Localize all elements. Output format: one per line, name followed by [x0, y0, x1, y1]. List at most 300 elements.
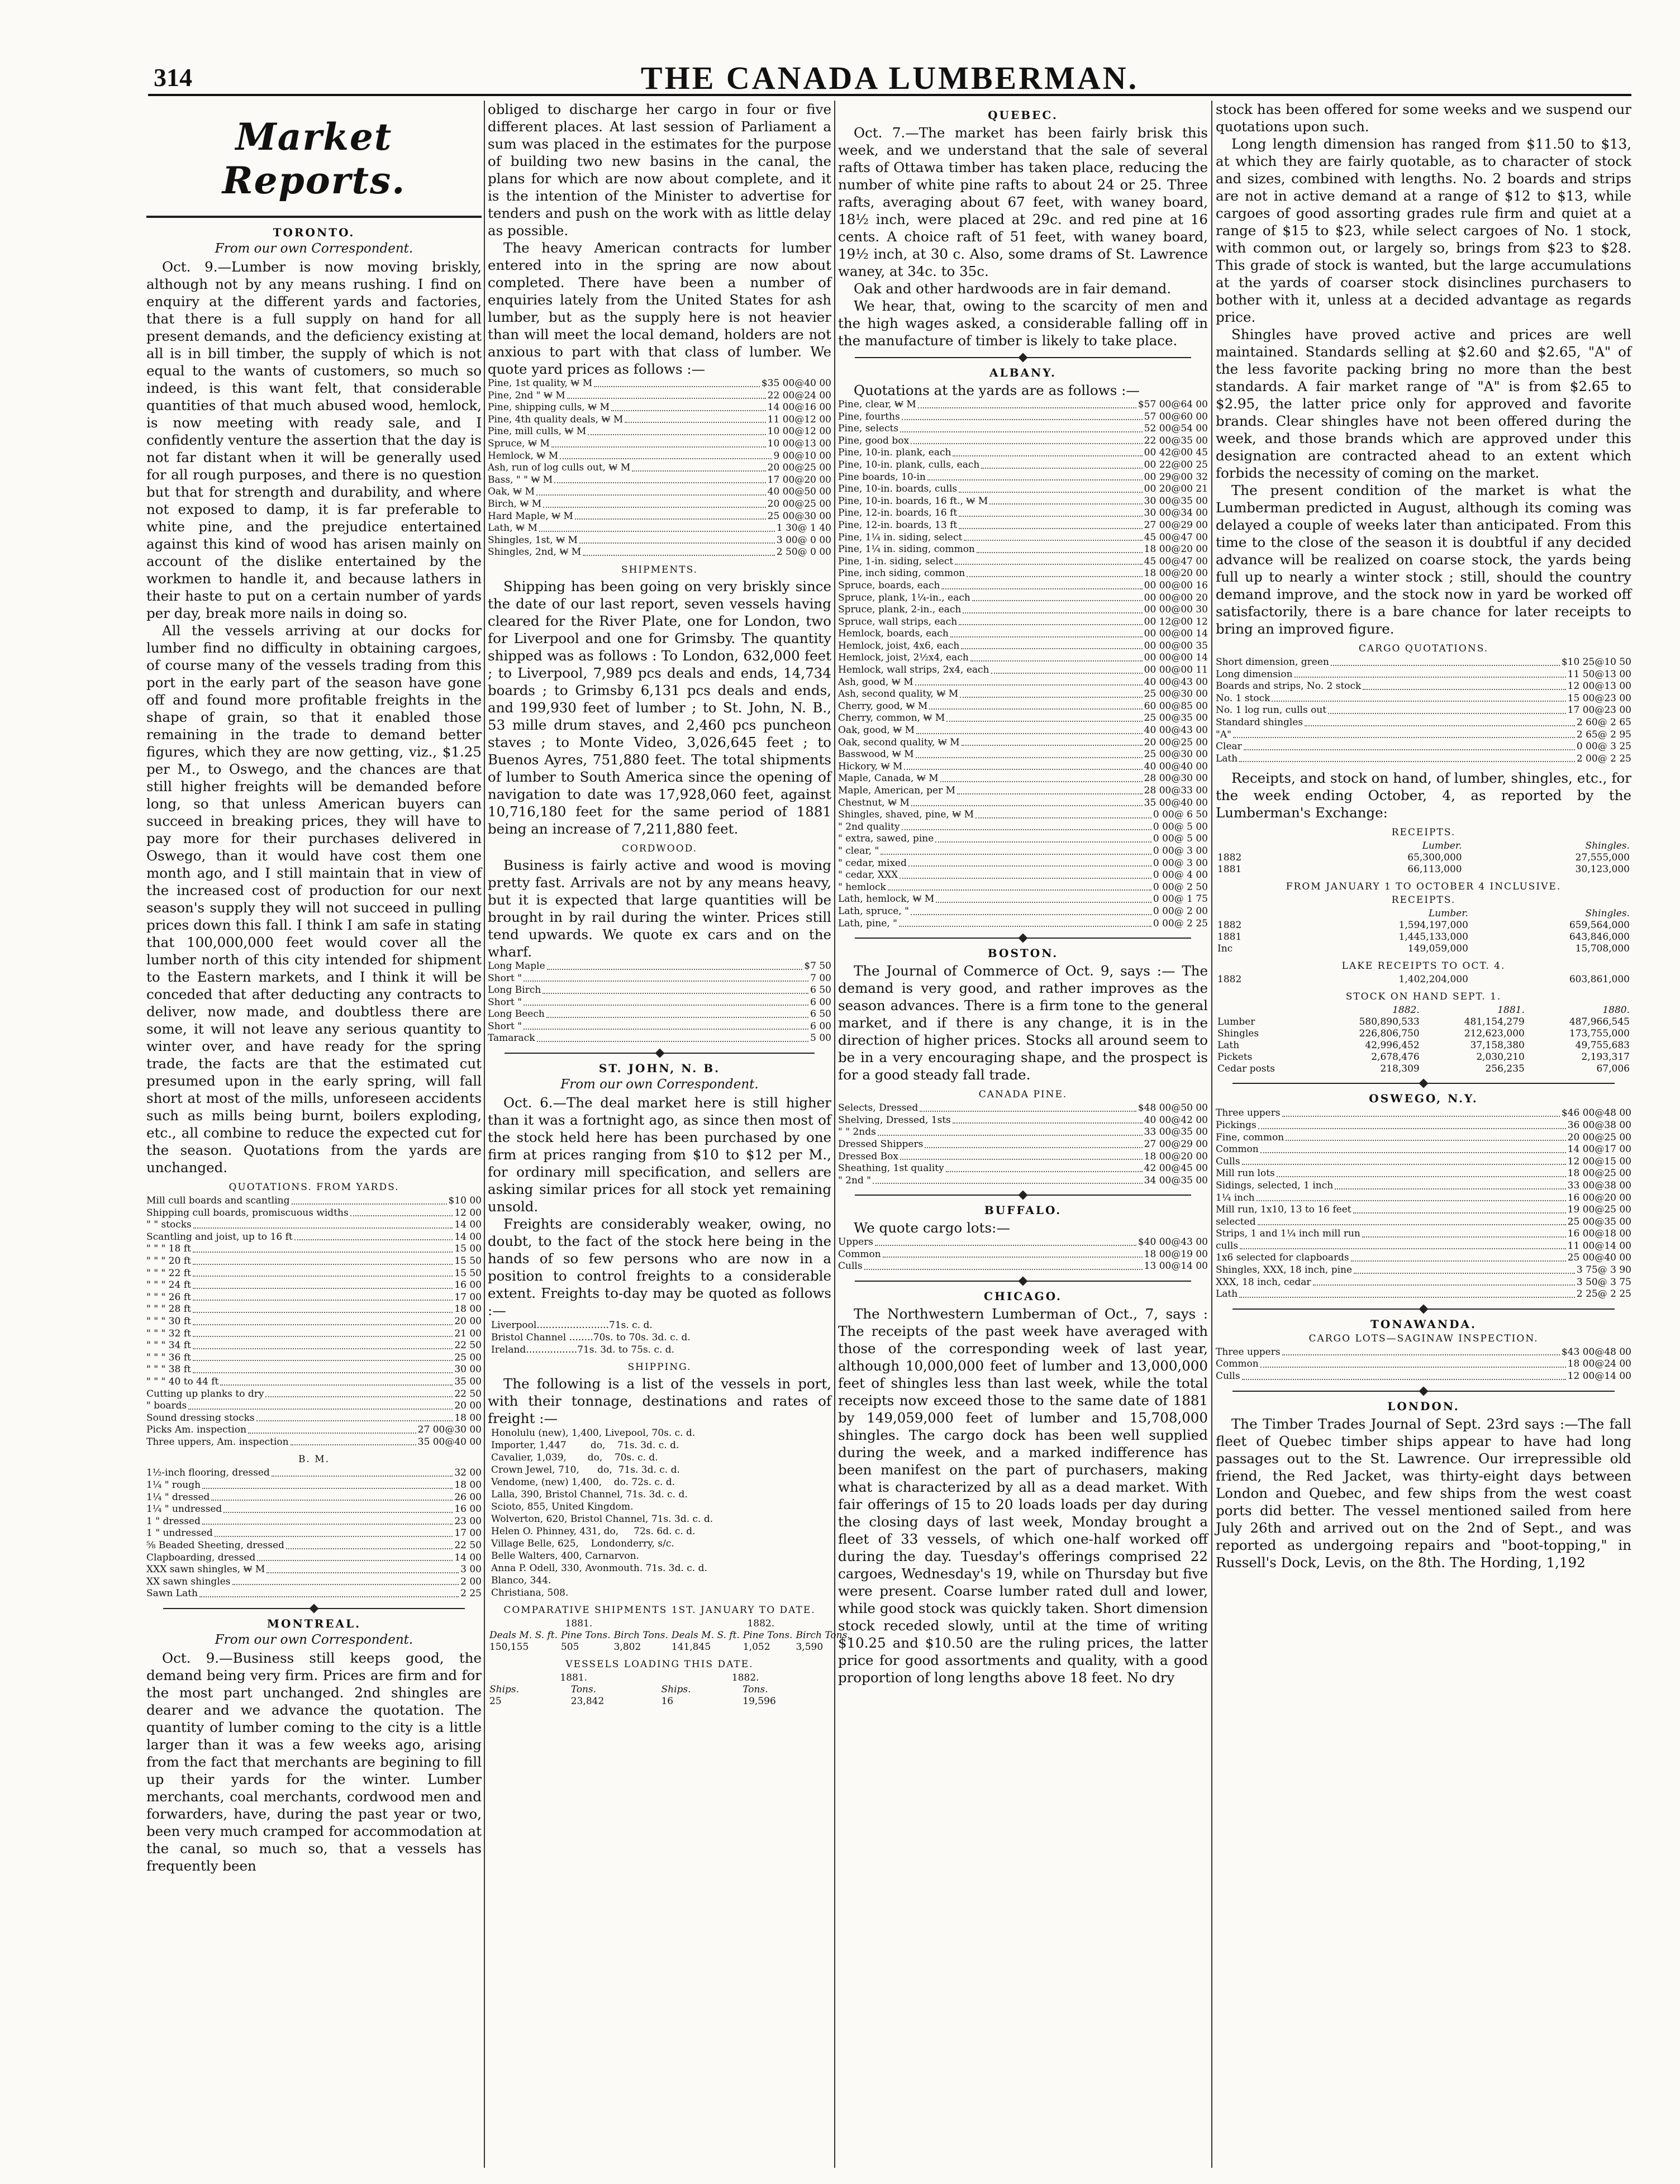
leader-dots: [575, 511, 766, 520]
item-name: Clapboarding, dressed: [146, 1552, 256, 1563]
item-name: Mill run lots: [1216, 1168, 1275, 1179]
leader-dots: [265, 1388, 453, 1398]
item-name: Shipping cull boards, promiscuous widths: [146, 1207, 349, 1219]
price-row: [838, 797, 1208, 810]
price-row: [146, 1268, 482, 1280]
price-list: [146, 1195, 482, 1448]
item-price: 16 00@20 00: [1567, 1192, 1631, 1203]
item-name: Tamarack: [488, 1032, 535, 1044]
column-header: Tons.: [570, 1684, 597, 1696]
leader-dots: [953, 447, 1142, 456]
item-price: 18 00@20 00: [1144, 568, 1208, 579]
item-name: Bass, " " ₩ M: [488, 474, 553, 486]
price-row: [488, 973, 831, 985]
item-name: Strips, 1 and 1¼ inch mill run: [1216, 1228, 1360, 1240]
price-row: [1216, 1144, 1631, 1156]
column-header: Deals M. S. ft.: [489, 1630, 558, 1641]
leader-dots: [567, 390, 766, 399]
item-name: Dressed Shippers: [838, 1138, 924, 1150]
price-row: [146, 1231, 482, 1244]
leader-dots: [1282, 1107, 1560, 1117]
table-cell: 49,755,683: [1575, 1040, 1630, 1051]
item-price: 14 00: [454, 1552, 482, 1563]
item-price: 2 60@ 2 65: [1576, 716, 1631, 728]
leader-dots: [900, 423, 1143, 432]
item-name: culls: [1216, 1240, 1239, 1252]
price-row: [1216, 753, 1631, 765]
item-name: Sound dressing stocks: [146, 1412, 255, 1424]
item-name: 1¼ " rough: [146, 1479, 201, 1491]
leader-dots: [940, 773, 1143, 782]
item-price: 15 50: [454, 1267, 482, 1279]
leader-dots: [1353, 1204, 1566, 1214]
item-name: selected: [1216, 1216, 1256, 1227]
table-cell: 2,030,210: [1476, 1051, 1525, 1063]
leader-dots: [551, 438, 766, 448]
paragraph: The present condition of the market is what the Lumberman predicted in August, although its coming was delayed a couple of weeks later than anticipated. From this time to the close of the season it is doubtful if any decided advance will be realized on coarse stock, the yards being full up to nearly a winter stock ; still, should the country demand improve, and the stock now in yard be worked off satisfactorily, there is a bare chance for later receipts to bring an improved figure.: [1216, 482, 1631, 637]
price-row: [146, 1436, 482, 1449]
price-row: [838, 399, 1208, 411]
item-name: Cherry, good, ₩ M: [838, 700, 928, 712]
table-cell: 580,890,533: [1359, 1016, 1420, 1028]
table-cell: Cedar posts: [1217, 1063, 1276, 1075]
item-price: 40 00@43 00: [1144, 725, 1208, 736]
price-row: [488, 960, 831, 973]
item-name: Shingles, 2nd, ₩ M: [488, 546, 582, 558]
leader-dots: [625, 414, 765, 424]
item-name: Ash, second quality, ₩ M: [838, 688, 959, 700]
item-price: 28 00@33 00: [1144, 785, 1208, 796]
table-cell: 1881: [1217, 864, 1242, 875]
item-name: Pine, good box: [838, 435, 910, 446]
item-name: " " " 18 ft: [146, 1243, 191, 1255]
leader-dots: [977, 544, 1143, 553]
item-price: 6 50: [810, 984, 831, 996]
section-heading-montreal: MONTREAL.: [266, 1617, 361, 1630]
leader-dots: [961, 640, 1142, 650]
table-heading: B. M.: [298, 1454, 330, 1465]
item-price: $46 00@48 00: [1561, 1107, 1631, 1119]
item-name: Sawn Lath: [146, 1588, 198, 1600]
item-name: Basswood, ₩ M: [838, 749, 914, 760]
item-name: " " " 20 ft: [146, 1255, 191, 1267]
item-name: Pine, 1¼ in. siding, select: [838, 531, 963, 543]
item-name: Short ": [488, 1020, 522, 1032]
section-divider: [505, 1053, 815, 1054]
item-name: Birch, ₩ M: [488, 498, 542, 510]
item-price: 15 50: [454, 1255, 482, 1267]
item-price: 42 00@45 00: [1144, 1163, 1208, 1174]
paragraph: All the vessels arriving at our docks for lumber find no difficulty in obtaining cargoes, of course many of the vessels trading from this port in the early part of the season have gone off and found more profitable freights in the shape of grain, so that it enabled those remaining in the trade to demand better figures, which they are now getting, viz., $1.25 per M., to Oswego, and the chances are that still higher freights will be demanded before long, so that unless American buyers can succeed in breaking prices, they will have to pay more for their purchases delivered in Oswego, than it would have cost them one month ago, and I still maintain that in view of the increased cost of production for our next season's supply they will not succeed in pulling prices down this fall. I think I am safe in stating that 100,000,000 feet would cover all the lumber north of this city intended for shipment to the Eastern markets, and I think it will be conceded that after deducting any contracts to deliver, now made, and doubtless there are some, it will not leave any serious quantity to winter over, and have ready for the spring trade, the facts are that the estimated cut presumed upon in the early spring, will fall short at most of the mills, unforeseen accidents such as mills being burnt, boilers exploding, etc., all combine to reduce the expected cut for the season. Quotations from the yards are unchanged.: [146, 622, 482, 1176]
price-row: [488, 390, 831, 402]
price-row: [146, 1364, 482, 1376]
item-price: 13 00@14 00: [1144, 1260, 1208, 1272]
list-line: Christiana, 508.: [491, 1587, 569, 1599]
item-name: " cedar, XXX: [838, 869, 898, 881]
paragraph: Freights are considerably weaker, owing, no doubt, to the fact of the stock here being in the hands of so few persons who are now in a position to control freights to a considerable extent. Freights to-day may be quoted as follows :—: [488, 1216, 831, 1319]
item-price: 00 42@00 45: [1144, 447, 1208, 459]
item-price: 0 00@ 5 00: [1153, 821, 1208, 832]
leader-dots: [873, 1175, 1143, 1184]
item-name: Ash, run of log culls out, ₩ M: [488, 462, 631, 474]
price-row: [146, 1479, 482, 1492]
price-row: [838, 459, 1208, 472]
item-name: Shingles, XXX, 18 inch, pine: [1216, 1264, 1353, 1276]
paragraph: We quote cargo lots:—: [854, 1220, 1010, 1236]
table-cell: Shingles: [1217, 1028, 1259, 1040]
list-line: Anna P. Odell, 330, Avonmouth. 71s. 3d. c. d.: [491, 1563, 707, 1574]
item-name: Pine, inch siding, common: [838, 568, 965, 579]
leader-dots: [193, 1292, 453, 1301]
item-name: Oak, second quality, ₩ M: [838, 736, 960, 748]
page-header: [148, 57, 1631, 96]
item-name: Pine, 12-in. boards, 16 ft: [838, 507, 958, 519]
leader-dots: [1260, 1358, 1566, 1368]
item-name: Fine, common: [1216, 1131, 1284, 1143]
price-row: [838, 568, 1208, 580]
item-price: 52 00@54 00: [1144, 423, 1208, 435]
price-row: [1216, 656, 1631, 669]
section-heading-chicago: CHICAGO.: [984, 1290, 1062, 1303]
leader-dots: [925, 1139, 1142, 1148]
item-name: " " " 40 to 44 ft: [146, 1376, 219, 1387]
table-cell: 19,596: [743, 1696, 776, 1707]
section-heading-toronto: TORONTO.: [273, 226, 355, 239]
item-price: 10 00@13 00: [767, 437, 831, 449]
item-price: 28 00@30 00: [1144, 773, 1208, 784]
price-row: [146, 1195, 482, 1207]
leader-dots: [915, 677, 1143, 686]
item-price: $35 00@40 00: [761, 378, 831, 389]
list-line: Bristol Channel ........70s. to 70s. 3d. c. d.: [491, 1332, 691, 1344]
table-heading: LAKE RECEIPTS TO OCT. 4.: [1341, 960, 1506, 972]
table-heading: SHIPPING.: [627, 1362, 692, 1373]
price-list: [1216, 656, 1631, 765]
table-cell: 256,235: [1485, 1063, 1525, 1075]
price-row: [838, 761, 1208, 773]
leader-dots: [946, 1163, 1143, 1172]
leader-dots: [1286, 1132, 1565, 1141]
leader-dots: [202, 1516, 453, 1525]
price-row: [838, 833, 1208, 845]
leader-dots: [611, 402, 766, 411]
leader-dots: [908, 858, 1151, 867]
leader-dots: [1354, 1264, 1575, 1274]
item-price: 23 00: [454, 1515, 482, 1527]
leader-dots: [941, 580, 1142, 589]
item-price: 17 00@23 00: [1567, 705, 1631, 716]
leader-dots: [959, 520, 1142, 529]
paragraph: Oct. 9.—Lumber is now moving briskly, although not by any means rushing. I find on enquiry at the different yards and factories, that there is a full supply on hand for all present demands, and the deficiency existing at all is in bill timber, the supply of which is not equal to the wants of customers, so much so indeed, is this want felt, that considerable quantities of that much abused wood, hemlock, is now meeting with ready sale, and I confidently venture the assertion that the day is not far distant when it will be generally used for all rough purposes, and there is no question but that for strength and durability, and where not exposed to damp, it is far preferable to white pine, and the prejudice entertained against this kind of wood has arisen mainly on account of the dislike entertained by the workmen to handle it, and because lathers in their haste to put on a certain number of yards per day, break more nails in doing so.: [146, 259, 482, 621]
list-line: Liverpool........................71s. c. d.: [491, 1320, 653, 1331]
leader-dots: [1242, 1156, 1566, 1165]
leader-dots: [967, 568, 1142, 577]
item-name: Spruce, plank, 2-in., each: [838, 604, 962, 616]
item-name: Pine, 10-in. boards, 16 ft., ₩ M: [838, 495, 988, 507]
leader-dots: [955, 556, 1142, 565]
item-name: Pine, fourths: [838, 411, 900, 422]
price-row: [838, 737, 1208, 749]
leader-dots: [1240, 1240, 1566, 1250]
item-price: 0 00@ 4 00: [1153, 869, 1208, 881]
item-price: 22 00@24 00: [767, 389, 831, 401]
item-name: Shingles, 1st, ₩ M: [488, 534, 578, 546]
leader-dots: [878, 1126, 1143, 1136]
table-cell: Lath: [1217, 1040, 1240, 1051]
price-row: [146, 1540, 482, 1552]
column-rule: [1211, 101, 1212, 2168]
price-list: [838, 399, 1208, 930]
item-name: Hickory, ₩ M: [838, 760, 903, 772]
table-row: [1216, 1051, 1631, 1063]
item-name: Oak, ₩ M: [488, 486, 535, 498]
price-row: [146, 1588, 482, 1600]
table-cell: 67,006: [1596, 1063, 1630, 1075]
item-price: 00 00@00 14: [1144, 628, 1208, 640]
price-row: [488, 984, 831, 997]
item-price: 16 00: [454, 1503, 482, 1515]
paragraph: The Timber Trades Journal of Sept. 23rd says :—The fall fleet of Quebec timber ships appear to have had long passages out to the St. Lawrence. Our irrepressible old friend, the Red Jacket, was thirty-eight days between London and Quebec, and few ships from the west coast ports did better. The vessel mentioned sailed from here July 26th and arrived out on the 2nd of Sept., and was reported as undergoing repairs and "boot-topping," in Russell's Dock, Levis, on the 8th. The Hording, 1,192: [1216, 1415, 1631, 1571]
item-name: Hemlock, wall strips, 2x4, each: [838, 664, 989, 676]
column-4: [1216, 101, 1631, 2168]
table-row: [1216, 920, 1631, 931]
leader-dots: [579, 535, 775, 544]
receipts-table: [1216, 840, 1631, 875]
price-row: [838, 544, 1208, 556]
leader-dots: [223, 1503, 453, 1513]
item-price: 2 25: [460, 1588, 482, 1600]
paragraph: Quotations at the yards are as follows :—: [854, 382, 1140, 398]
column-header: Lumber.: [1422, 840, 1462, 852]
list-line: Honolulu (new), 1,400, Livepool, 70s. c. d.: [491, 1428, 696, 1439]
price-row: [838, 809, 1208, 821]
table-cell: 226,806,750: [1359, 1028, 1420, 1040]
section-heading-tonawanda: TONAWANDA.: [1370, 1317, 1477, 1331]
item-name: Spruce, boards, each: [838, 579, 940, 591]
paragraph: Business is fairly active and wood is moving pretty fast. Arrivals are not by any means heavy, but it is expected that large quantities will be brought in by rail during the winter. Prices still tend upwards. We quote ex cars and on the wharf.: [488, 857, 831, 960]
price-row: [838, 592, 1208, 605]
leader-dots: [900, 1151, 1143, 1160]
leader-dots: [292, 1195, 447, 1205]
price-row: [838, 821, 1208, 834]
item-price: 20 00@25 00: [767, 498, 831, 510]
column-header: 1881.: [1497, 1005, 1525, 1016]
list-line: Importer, 1,447 do, 71s. 3d. c. d.: [491, 1440, 679, 1452]
price-row: [1216, 1107, 1631, 1120]
table-cell: 15,708,000: [1575, 943, 1630, 955]
item-price: 27 00@30 00: [417, 1424, 482, 1436]
price-row: [838, 411, 1208, 424]
item-name: Hemlock, joist, 2½x4, each: [838, 652, 969, 664]
price-row: [838, 785, 1208, 797]
leader-dots: [991, 664, 1143, 674]
item-price: 00 22@00 25: [1144, 459, 1208, 470]
price-row: [838, 858, 1208, 870]
leader-dots: [916, 725, 1143, 734]
table-cell: Lumber: [1217, 1016, 1255, 1028]
price-row: [146, 1552, 482, 1564]
item-price: 9 00@10 00: [773, 450, 831, 461]
table-subheading: CARGO LOTS—SAGINAW INSPECTION.: [1308, 1333, 1539, 1344]
table-cell: 2,193,317: [1581, 1051, 1630, 1063]
table-cell: 659,564,000: [1569, 920, 1630, 931]
item-name: " " 2nds: [838, 1126, 876, 1138]
price-row: [488, 414, 831, 426]
price-row: [838, 496, 1208, 508]
item-price: 17 00: [454, 1528, 482, 1539]
item-name: Pickings: [1216, 1119, 1257, 1131]
price-row: [488, 522, 831, 535]
item-price: 18 00@20 00: [1144, 544, 1208, 555]
list-line: Lalla, 390, Bristol Channel, 71s. 3d. c. d.: [491, 1489, 688, 1501]
item-name: Short ": [488, 996, 522, 1008]
item-name: Culls: [1216, 1155, 1240, 1167]
leader-dots: [929, 701, 1142, 710]
item-name: " boards: [146, 1400, 187, 1412]
list-line: Vendome, (new) 1,400, do. 72s. c. d.: [491, 1477, 675, 1488]
price-row: [838, 749, 1208, 761]
price-row: [146, 1516, 482, 1528]
leader-dots: [536, 486, 766, 496]
price-row: [1216, 1252, 1631, 1264]
item-name: 1½-inch flooring, dressed: [146, 1467, 270, 1479]
leader-dots: [918, 399, 1136, 408]
item-name: Spruce, ₩ M: [488, 437, 550, 449]
price-row: [488, 486, 831, 498]
item-name: " hemlock: [838, 881, 886, 893]
leader-dots: [911, 435, 1143, 445]
item-name: Hemlock, ₩ M: [488, 450, 559, 461]
item-name: Common: [1216, 1144, 1259, 1155]
leader-dots: [193, 1243, 453, 1253]
leader-dots: [1282, 1346, 1560, 1356]
leader-dots: [193, 1303, 453, 1313]
price-row: [838, 773, 1208, 785]
item-price: 14 00: [454, 1231, 482, 1243]
item-name: Pine, clear, ₩ M: [838, 399, 916, 410]
item-name: No. 1 stock: [1216, 692, 1270, 704]
item-price: 18 00: [454, 1303, 482, 1315]
item-price: 00 20@00 21: [1144, 483, 1208, 495]
table-cell: Pickets: [1217, 1051, 1253, 1063]
paragraph: Long length dimension has ranged from $11.50 to $13, at which they are fairly quotable, as to character of stock and sizes, combined with lengths. No. 2 boards and strips are not in active demand at a range of $12 to $13, while cargoes of good assorting grades rule firm and quiet at a range of $15 to $23, while select cargoes of No. 1 stock, with common out, or largely so, brings from $23 to $28. This grade of stock is wanted, but the large accumulations at the yards of coarser stock disinclines purchasers to bother with it, unless at a decided advantage as regards price.: [1216, 136, 1631, 325]
table-cell: 23,842: [570, 1696, 605, 1707]
divider: [146, 216, 482, 218]
item-price: 20 00@25 00: [1567, 1131, 1631, 1143]
price-row: [1216, 1358, 1631, 1371]
item-name: Standard shingles: [1216, 716, 1303, 728]
leader-dots: [193, 1352, 453, 1362]
item-price: 2 25@ 2 25: [1576, 1288, 1631, 1300]
table-cell: 2,678,476: [1371, 1051, 1420, 1063]
leader-dots: [523, 997, 808, 1006]
list-line: Scioto, 855, United Kingdom.: [491, 1501, 634, 1513]
item-price: 40 00@50 00: [767, 486, 831, 498]
item-price: 18 00: [454, 1479, 482, 1491]
price-row: [488, 450, 831, 463]
item-name: Common: [1216, 1358, 1259, 1370]
table-cell: 603,861,000: [1569, 974, 1630, 986]
byline: From our own Correspondent.: [215, 1633, 413, 1647]
item-price: 25 00@30 00: [1144, 688, 1208, 700]
item-name: Picks Am. inspection: [146, 1424, 247, 1436]
section-divider: [1232, 1309, 1615, 1310]
column-3: [838, 101, 1208, 2168]
table-cell: 42,996,452: [1365, 1040, 1420, 1051]
leader-dots: [902, 821, 1151, 831]
section-heading-st-john: ST. JOHN, N. B.: [598, 1062, 721, 1076]
leader-dots: [215, 1528, 453, 1537]
price-row: [838, 1260, 1208, 1273]
item-name: Boards and strips, No. 2 stock: [1216, 681, 1362, 692]
table-row: [1216, 1063, 1631, 1075]
leader-dots: [199, 1588, 459, 1597]
leader-dots: [588, 426, 765, 435]
item-price: 0 00@ 1 75: [1153, 893, 1208, 905]
section-heading-albany: ALBANY.: [989, 366, 1056, 379]
leader-dots: [936, 893, 1151, 903]
list-line: Crown Jewel, 710, do, 71s. 3d. c. d.: [491, 1464, 680, 1476]
item-name: Cutting up planks to dry: [146, 1388, 264, 1400]
price-row: [838, 616, 1208, 629]
column-rule: [834, 101, 835, 2168]
leader-dots: [248, 1424, 416, 1434]
item-price: 20 00: [454, 1400, 482, 1412]
item-price: 57 00@60 00: [1144, 411, 1208, 422]
price-row: [1216, 681, 1631, 693]
item-price: 30 00: [454, 1364, 482, 1376]
table-cell: 505: [560, 1641, 579, 1653]
table-cell: 3,802: [613, 1641, 641, 1653]
item-price: $10 25@10 50: [1561, 656, 1631, 668]
item-price: $7 50: [804, 960, 831, 972]
list-line: Blanco, 344.: [491, 1575, 551, 1587]
leader-dots: [1258, 1120, 1566, 1129]
price-row: [838, 712, 1208, 725]
price-list: [488, 960, 831, 1045]
leader-dots: [981, 459, 1142, 469]
paragraph: Oct. 6.—The deal market here is still higher than it was a fortnight ago, as since then most of the stock held here has been purchased by one firm at prices ranging from $10 to $12 per M., for ordinary mill specification, and sellers are asking similar prices for all stock yet remaining unsold.: [488, 1095, 831, 1215]
table-cell: 66,113,000: [1407, 864, 1462, 875]
item-name: Sheathing, 1st quality: [838, 1163, 944, 1174]
table-row: [1216, 1040, 1631, 1051]
table-cell: 25: [489, 1696, 502, 1707]
leader-dots: [1351, 1252, 1566, 1262]
price-row: [1216, 729, 1631, 741]
price-row: [838, 483, 1208, 496]
price-row: [838, 701, 1208, 713]
table-cell: 37,158,380: [1470, 1040, 1525, 1051]
item-name: Dressed Box: [838, 1150, 898, 1162]
table-cell: 487,966,545: [1569, 1016, 1630, 1028]
price-row: [146, 1292, 482, 1304]
item-name: Lath, pine, ": [838, 917, 897, 929]
column-header: 1880.: [1602, 1005, 1630, 1016]
price-row: [838, 580, 1208, 592]
price-row: [1216, 1216, 1631, 1229]
item-name: XXX sawn shingles, ₩ M: [146, 1564, 265, 1576]
leader-dots: [962, 737, 1143, 746]
item-name: Pine, 10-in. plank, culls, each: [838, 459, 980, 470]
leader-dots: [1242, 1371, 1566, 1380]
list-line: Belle Walters, 400, Carnarvon.: [491, 1550, 639, 1562]
leader-dots: [1233, 729, 1575, 739]
item-price: 34 00@35 00: [1144, 1174, 1208, 1186]
price-row: [1216, 1168, 1631, 1180]
item-price: 2 00: [460, 1576, 482, 1587]
item-price: 15 00@23 00: [1567, 692, 1631, 704]
item-name: Hard Maple, ₩ M: [488, 510, 573, 522]
